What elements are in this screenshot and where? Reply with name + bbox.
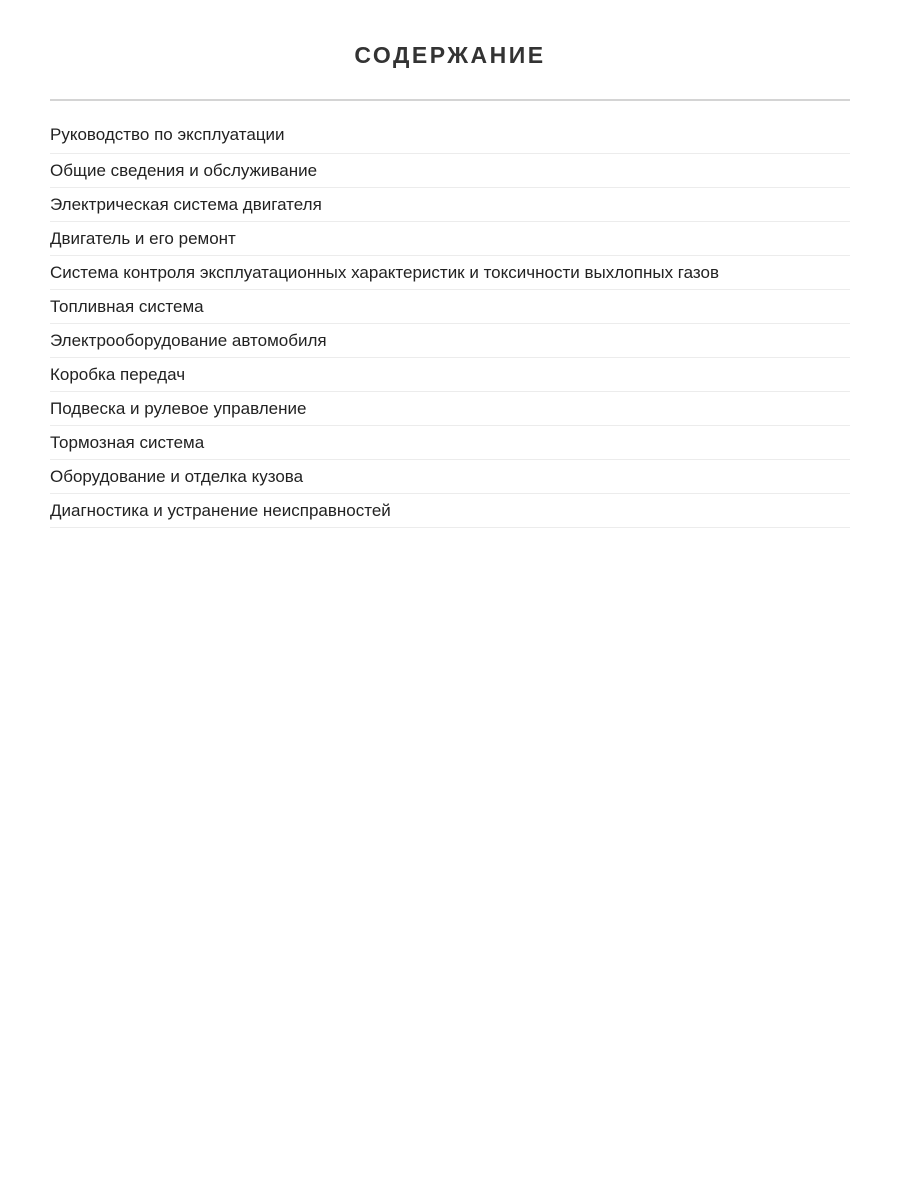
toc-item[interactable]: Электрическая система двигателя [50,188,850,222]
toc-item[interactable]: Система контроля эксплуатационных характеристик и токсичности выхлопных газов [50,256,850,290]
toc-item[interactable]: Диагностика и устранение неисправностей [50,494,850,528]
toc-item[interactable]: Руководство по эксплуатации [50,120,850,154]
table-of-contents [50,120,850,528]
document-page [50,0,850,528]
toc-item[interactable]: Подвеска и рулевое управление [50,392,850,426]
toc-item[interactable]: Электрооборудование автомобиля [50,324,850,358]
toc-item[interactable]: Тормозная система [50,426,850,460]
toc-item[interactable]: Топливная система [50,290,850,324]
toc-item[interactable]: Оборудование и отделка кузова [50,460,850,494]
page-title: СОДЕРЖАНИЕ [354,42,546,68]
toc-item[interactable]: Коробка передач [50,358,850,392]
title-divider [50,99,850,101]
toc-item[interactable]: Общие сведения и обслуживание [50,154,850,188]
toc-item[interactable]: Двигатель и его ремонт [50,222,850,256]
